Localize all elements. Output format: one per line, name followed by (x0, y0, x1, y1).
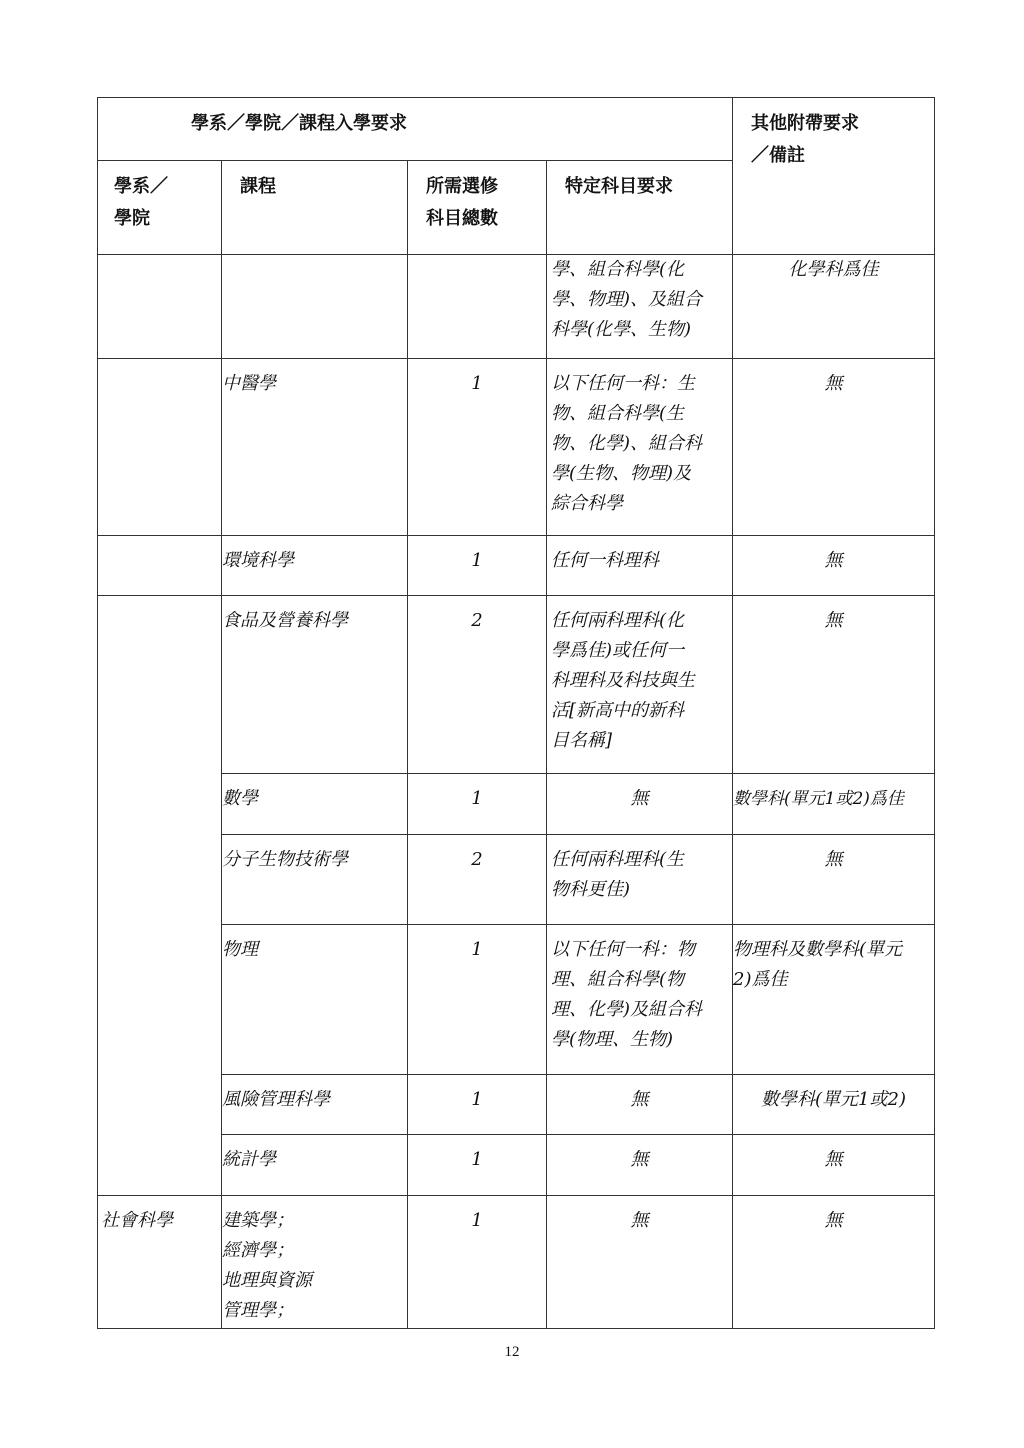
course-cell: 物理 (222, 925, 408, 1075)
count-cell (408, 255, 547, 359)
dept-cell: 社會科學 (98, 1196, 222, 1329)
notes-cell: 數學科(單元1或2) (733, 1075, 935, 1135)
course-cell: 食品及營養科學 (222, 596, 408, 774)
table-row (98, 255, 935, 359)
dept-cell (98, 359, 222, 536)
subjects-cell: 學、組合科學(化 學、物理)、及組合 科學(化學、生物) (547, 255, 733, 359)
table-row (98, 925, 935, 1075)
notes-cell: 無 (733, 1196, 935, 1329)
count-cell: 1 (408, 1075, 547, 1135)
table-row (98, 774, 935, 835)
course-cell: 建築學； 經濟學； 地理與資源 管理學； (222, 1196, 408, 1329)
course-cell: 中醫學 (222, 359, 408, 536)
dept-cell (98, 255, 222, 359)
course-cell (222, 255, 408, 359)
count-cell: 2 (408, 835, 547, 925)
table-row (98, 596, 935, 774)
notes-cell: 化學科爲佳 (733, 255, 935, 359)
subjects-cell: 無 (547, 1075, 733, 1135)
table-row (98, 835, 935, 925)
course-cell: 統計學 (222, 1135, 408, 1196)
dept-cell (98, 536, 222, 596)
count-cell: 1 (408, 1196, 547, 1329)
admission-requirements-table (97, 97, 935, 1329)
subjects-cell: 無 (547, 1135, 733, 1196)
course-cell: 風險管理科學 (222, 1075, 408, 1135)
course-cell: 分子生物技術學 (222, 835, 408, 925)
table-row (98, 1075, 935, 1135)
count-cell: 1 (408, 774, 547, 835)
subjects-cell: 無 (547, 1196, 733, 1329)
notes-cell: 無 (733, 596, 935, 774)
notes-cell: 物理科及數學科(單元 2)爲佳 (733, 925, 935, 1075)
count-cell: 1 (408, 925, 547, 1075)
notes-cell: 無 (733, 835, 935, 925)
subjects-cell: 任何一科理科 (547, 536, 733, 596)
notes-cell: 無 (733, 359, 935, 536)
count-cell: 2 (408, 596, 547, 774)
subjects-cell: 以下任何一科：物 理、組合科學(物 理、化學)及組合科 學(物理、生物) (547, 925, 733, 1075)
dept-cell (98, 596, 222, 1196)
page-number: 12 (504, 1344, 520, 1360)
notes-cell: 無 (733, 1135, 935, 1196)
header-specific-subjects: 特定科目要求 (547, 161, 733, 255)
header-course: 課程 (222, 161, 408, 255)
subjects-cell: 以下任何一科：生 物、組合科學(生 物、化學)、組合科 學(生物、物理)及 綜合科學 (547, 359, 733, 536)
table-row (98, 359, 935, 536)
subjects-cell: 任何兩科理科(化 學爲佳)或任何一 科理科及科技與生 活[新高中的新科 目名稱] (547, 596, 733, 774)
course-cell: 環境科學 (222, 536, 408, 596)
header-requirements-group: 學系／學院／課程入學要求 (98, 98, 733, 161)
notes-cell: 無 (733, 536, 935, 596)
count-cell: 1 (408, 536, 547, 596)
table-row (98, 1196, 935, 1329)
subjects-cell: 任何兩科理科(生 物科更佳) (547, 835, 733, 925)
count-cell: 1 (408, 1135, 547, 1196)
header-subject-count: 所需選修 科目總數 (408, 161, 547, 255)
header-department: 學系／ 學院 (98, 161, 222, 255)
course-cell: 數學 (222, 774, 408, 835)
notes-cell: 數學科(單元1或2)爲佳 (733, 774, 935, 835)
header-other-requirements: 其他附帶要求 ／備註 (733, 98, 935, 255)
subjects-cell: 無 (547, 774, 733, 835)
count-cell: 1 (408, 359, 547, 536)
table-row (98, 1135, 935, 1196)
table-row (98, 536, 935, 596)
